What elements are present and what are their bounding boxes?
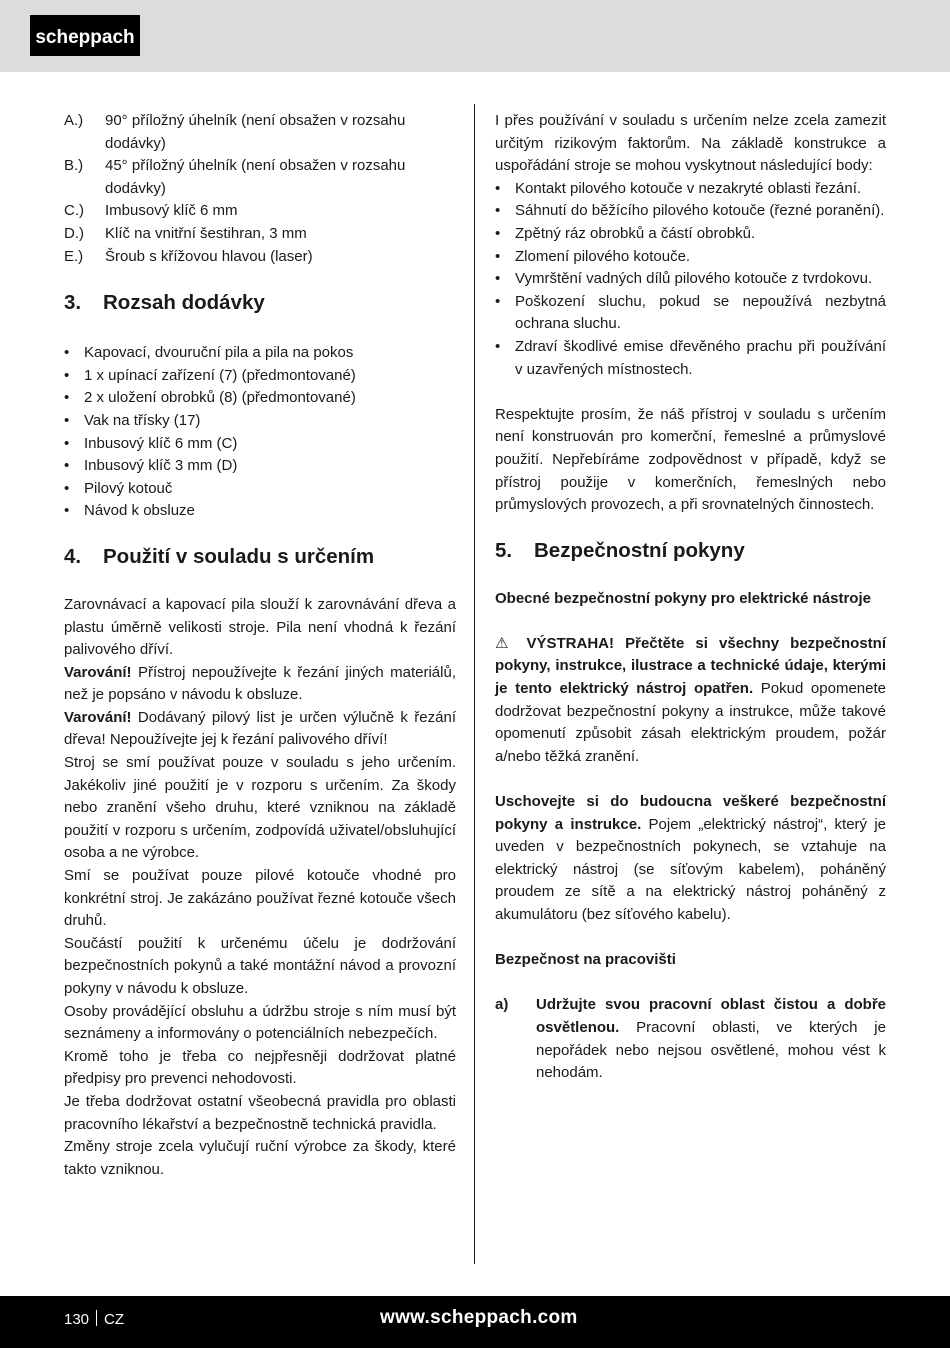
right-column	[495, 110, 886, 1085]
accessory-text: 45° příložný úhelník (není obsažen v rozsahu dodávky)	[105, 157, 406, 197]
item-bold: Udržujte svou pracovní oblast čistou a dobře osvětlenou.	[536, 996, 886, 1036]
list-item: • Vak na třísky (17)	[64, 410, 456, 433]
list-item: • Inbusový klíč 3 mm (D)	[64, 455, 456, 478]
paragraph	[495, 791, 886, 927]
page-indicator	[64, 1310, 124, 1328]
warning-paragraph	[64, 707, 456, 752]
section-number: 3.	[64, 291, 82, 315]
list-item: • Zpětný ráz obrobků a částí obrobků.	[495, 223, 886, 246]
paragraph: Kromě toho je třeba co nejpřesněji dodržovat platné předpisy pro prevenci nehodovosti.	[64, 1047, 456, 1088]
accessory-label: D.)	[64, 224, 84, 242]
warning-label: Varování!	[64, 663, 132, 681]
warning-bold-text: VÝSTRAHA! Přečtěte si všechny bezpečnostní pokyny, instrukce, ilustrace a technické údaje, kterými je tento elektrický nástroj opatřen.	[495, 634, 886, 698]
list-item: • Inbusový klíč 6 mm (C)	[64, 433, 456, 456]
risk-list	[495, 178, 886, 381]
list-item: • Zdraví škodlivé emise dřevěného prachu při používání v uzavřených místnostech.	[495, 336, 886, 381]
accessory-item	[64, 223, 456, 246]
subheading: Obecné bezpečnostní pokyny pro elektrické nástroje	[495, 589, 871, 607]
paragraph: Součástí použití k určenému účelu je dodržování bezpečnostních pokynů a také montážní návod a provozní pokyny v návodu k obsluze.	[64, 934, 456, 997]
logo-text: scheppach	[35, 27, 135, 48]
column-divider	[474, 104, 475, 1264]
section-number: 4.	[64, 544, 82, 568]
list-item: • Pilový kotouč	[64, 478, 456, 501]
paragraph: Zarovnávací a kapovací pila slouží k zarovnávání dřeva a plastu úměrně velikosti stroje. Pila není vhodná k řezání palivového dříví.	[64, 595, 456, 659]
accessory-label: C.)	[64, 202, 84, 220]
warning-text: Pokud opomenete dodržovat bezpečnostní pokyny a instrukce, může takové opomenutí způsobit zásah elektrickým proudem, požár a/nebo těžká zranění.	[495, 680, 886, 765]
accessory-item	[64, 155, 456, 200]
list-item: • Zlomení pilového kotouče.	[495, 246, 886, 269]
item-label: a)	[495, 996, 509, 1014]
paragraph: Respektujte prosím, že náš přístroj v souladu s určením není konstruován pro komerční, řemeslné a průmyslové použití. Nepřebíráme zodpovědnost v případě, když se přístroj použije v komerčních, řemeslných nebo průmyslových provozech, a při srovnatelných činnostech.	[495, 405, 886, 514]
list-item: • 2 x uložení obrobků (8) (předmontované)	[64, 387, 456, 410]
section-5-heading	[495, 536, 886, 566]
item-text	[536, 994, 886, 1084]
paragraph: Stroj se smí používat pouze v souladu s jeho určením. Jakékoliv jiné použití je v rozporu s určením. Za škody nebo zranění všeho druhu, které vzniknou na základě použití v rozporu s určením, zodpovídá uživatel/obsluhující osoba a ne výrobce.	[64, 754, 456, 862]
scheppach-logo	[30, 15, 140, 56]
section-4-heading	[64, 542, 456, 572]
accessory-item	[64, 110, 456, 155]
bold-lead: Uschovejte si do budoucna veškeré bezpečnostní pokyny a instrukce.	[495, 793, 886, 833]
footer-bar	[0, 1296, 950, 1348]
section-title: Rozsah dodávky	[103, 291, 265, 315]
accessory-item	[64, 200, 456, 223]
subheading: Bezpečnost na pracovišti	[495, 951, 676, 969]
accessory-text: Klíč na vnitřní šestihran, 3 mm	[105, 224, 307, 242]
list-item: • Poškození sluchu, pokud se nepoužívá nezbytná ochrana sluchu.	[495, 291, 886, 336]
paragraph-text: Pojem „elektrický nástroj“, který je uveden v bezpečnostních pokynech, se vztahuje na elektrický nástroj (se síťovým kabelem), poháněný proudem ze sítě a na elektrický nástroj poháněný z akumulátoru (bez síťového kabelu).	[495, 815, 886, 923]
accessory-text: Šroub s křížovou hlavou (laser)	[105, 247, 313, 265]
language-code: CZ	[104, 1311, 125, 1328]
accessory-item	[64, 246, 456, 269]
warning-label: Varování!	[64, 708, 132, 726]
paragraph: Změny stroje zcela vylučují ruční výrobce za škody, které takto vzniknou.	[64, 1138, 456, 1178]
left-column	[64, 110, 456, 1181]
paragraph: I přes používání v souladu s určením nelze zcela zamezit určitým rizikovým faktorům. Na základě konstrukce a uspořádání stroje se mohou vyskytnout následující body:	[495, 112, 886, 175]
section-title: Použití v souladu s určením	[103, 544, 375, 568]
list-item: • Kapovací, dvouruční pila a pila na pokos	[64, 342, 456, 365]
page-number: 130	[64, 1311, 90, 1328]
paragraph: Smí se používat pouze pilové kotouče vhodné pro konkrétní stroj. Je zakázáno používat řezné kotouče všech druhů.	[64, 867, 456, 930]
warning-paragraph	[64, 662, 456, 707]
list-item: • Kontakt pilového kotouče v nezakryté oblasti řezání.	[495, 178, 886, 201]
section-3-heading	[64, 288, 456, 318]
list-item: • 1 x upínací zařízení (7) (předmontované)	[64, 365, 456, 388]
section-title: Bezpečnostní pokyny	[534, 538, 745, 562]
accessory-label: B.)	[64, 157, 84, 175]
accessory-label: E.)	[64, 247, 84, 265]
item-body: Pracovní oblasti, ve kterých je nepořádek nebo nejsou osvětlené, mohou vést k nehodám.	[536, 1018, 886, 1082]
website-link[interactable]: www.scheppach.com	[380, 1307, 578, 1328]
list-item: • Sáhnutí do běžícího pilového kotouče (řezné poranění).	[495, 200, 886, 223]
accessory-text: 90° příložný úhelník (není obsažen v rozsahu dodávky)	[105, 112, 406, 152]
section-number: 5.	[495, 538, 513, 562]
list-item: • Návod k obsluze	[64, 500, 456, 523]
paragraph: Je třeba dodržovat ostatní všeobecná pravidla pro oblasti pracovního lékařství a bezpečnostně technická pravidla.	[64, 1092, 456, 1133]
warning-paragraph	[495, 633, 886, 769]
accessory-label: A.)	[64, 112, 84, 129]
delivery-scope-list	[64, 342, 456, 523]
header-band	[0, 0, 950, 72]
list-item: • Vymrštění vadných dílů pilového kotouče z tvrdokovu.	[495, 268, 886, 291]
separator	[96, 1310, 97, 1326]
warning-icon: ⚠	[495, 634, 516, 652]
warning-text: Dodávaný pilový list je určen výlučně k řezání dřeva! Nepoužívejte jej k řezání palivového dříví!	[64, 708, 456, 749]
accessory-list	[64, 110, 456, 268]
paragraph: Osoby provádějící obsluhu a údržbu stroje s ním musí být seznámeny a informovány o potenciálních nebezpečích.	[64, 1002, 456, 1043]
instruction-item	[495, 994, 886, 1084]
accessory-text: Imbusový klíč 6 mm	[105, 202, 238, 220]
warning-text: Přístroj nepoužívejte k řezání jiných materiálů, než je popsáno v návodu k obsluze.	[64, 663, 456, 704]
